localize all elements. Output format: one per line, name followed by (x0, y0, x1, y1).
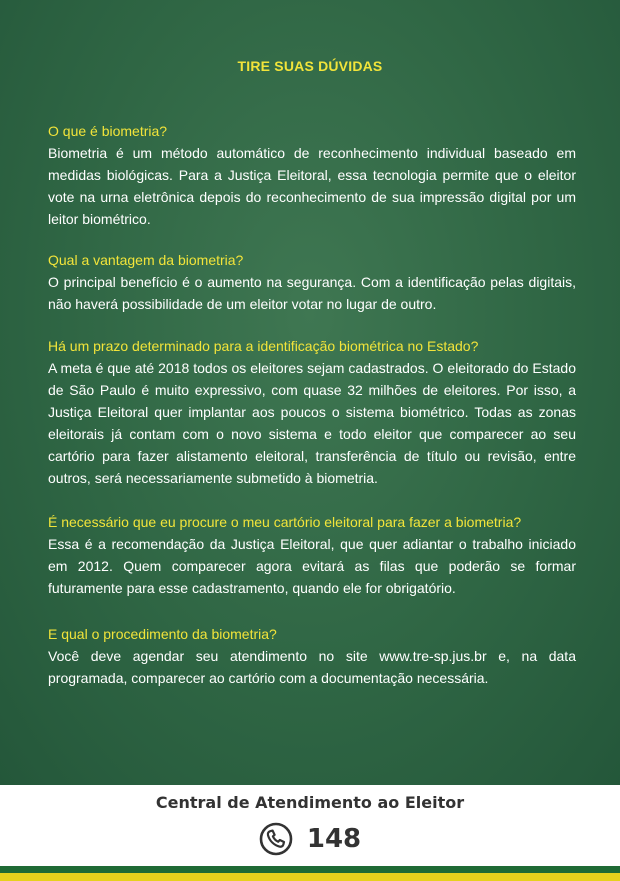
faq-question: Qual a vantagem da biometria? (48, 252, 244, 268)
faq-question: Há um prazo determinado para a identificação biométrica no Estado? (48, 338, 479, 354)
faq-item (48, 336, 576, 489)
green-stripe (0, 866, 620, 873)
faq-item (48, 250, 576, 315)
page-title: TIRE SUAS DÚVIDAS (237, 58, 383, 74)
faq-item (48, 121, 576, 230)
faq-answer: A meta é que até 2018 todos os eleitores sejam cadastrados. O eleitorado do Estado de São Paulo é muito expressivo, com quase 32 milhões de eleitores. Por isso, a Justiça Eleitoral quer implantar aos poucos o sistema biométrico. Todas as zonas eleitorais já contam com o novo sistema e todo eleitor que comparecer ao seu cartório para fazer alistamento eleitoral, transferência de título ou revisão, entre outros, será necessariamente submetido à biometria. (48, 360, 576, 486)
phone-number: 148 (306, 824, 362, 854)
faq-answer: Biometria é um método automático de reconhecimento individual baseado em medidas biológicas. Para a Justiça Eleitoral, essa tecnologia permite que o eleitor vote na urna eletrônica depois do reconhecimento de sua impressão digital por um leitor biométrico. (48, 145, 576, 227)
phone-icon (259, 822, 293, 856)
phone-row (0, 822, 620, 856)
faq-item (48, 512, 576, 599)
faq-question: E qual o procedimento da biometria? (48, 626, 277, 642)
faq-answer: O principal benefício é o aumento na segurança. Com a identificação pelas digitais, não haverá possibilidade de um eleitor votar no lugar de outro. (48, 274, 576, 312)
footer-title: Central de Atendimento ao Eleitor (155, 793, 465, 812)
faq-question: É necessário que eu procure o meu cartório eleitoral para fazer a biometria? (48, 514, 522, 530)
faq-question: O que é biometria? (48, 123, 168, 139)
yellow-stripe (0, 873, 620, 881)
faq-answer: Você deve agendar seu atendimento no site www.tre-sp.jus.br e, na data programada, comparecer ao cartório com a documentação necessária. (48, 648, 576, 686)
faq-item (48, 624, 576, 689)
faq-answer: Essa é a recomendação da Justiça Eleitoral, que quer adiantar o trabalho iniciado em 2012. Quem comparecer agora evitará as filas que poderão se formar futuramente para esse cadastramento, quando ele for obrigatório. (48, 536, 576, 596)
